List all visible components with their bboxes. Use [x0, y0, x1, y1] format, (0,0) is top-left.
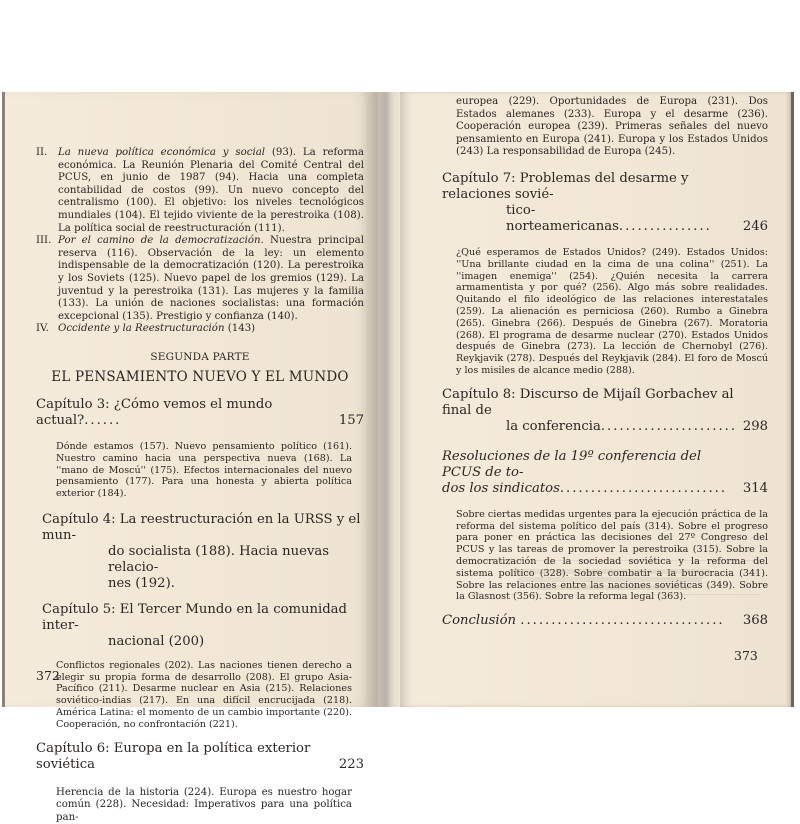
page-number-left: 372 [36, 668, 60, 683]
roman-numeral: II. [36, 147, 48, 158]
chapter-5-summary: Conflictos regionales (202). Las naciones tienen derecho a elegir su propia forma de desarrollo (208). El grupo Asia-Pacífico (211). Desarme nuclear en Asia (215). Relaciones soviético-indias (217). En una difícil encrucijada (218). América Latina: el momento de un cambio importante (220). Cooperación, no confrontación (221). [56, 659, 352, 730]
chapter-3-summary: Dónde estamos (157). Nuevo pensamiento político (161). Nuestro camino hacia una perspectiva nueva (168). La ''mano de Moscú'' (175). Efectos internacionales del nuevo pensamiento (177). Para una honesta y abierta política exterior (184). [56, 440, 352, 500]
ghost-rule [468, 560, 760, 561]
chapter-6-summary-continued: europea (229). Oportunidades de Europa (231). Dos Estados alemanes (233). Europa y el desarme (236). Cooperación europea (239). Primeras señales del nuevo pensamiento en Europa (241). Europa y los Estados Unidos (243) La responsabilidad de Europa (245). [456, 96, 768, 158]
resolutions-heading [442, 449, 768, 497]
chapter-page-number: 157 [338, 412, 364, 428]
resolutions-page-number: 314 [742, 480, 768, 496]
section-text: (93). La reforma económica. La Reunión Plenaria del Comité Central del PCUS, en junio de 1987 (94). Hacia una completa contabilidad de costos (99). Un nuevo concepto del centralismo (100). El objetivo: los niveles tecnológicos mundiales (104). El tejido viviente de la perestroika (108). La política social de reestructuración (111). [58, 147, 364, 234]
section-title: Por el camino de la democratización. [58, 235, 264, 247]
section-title: Occidente y la Reestructuración [58, 323, 225, 335]
resolutions-title-line-1: Resoluciones de la 19º conferencia del PCUS de to- [442, 448, 702, 480]
chapter-title: Capítulo 3: ¿Cómo vemos el mundo actual? [36, 396, 273, 428]
toc-roman-item-ii [36, 147, 364, 235]
chapter-title-line-1: Capítulo 5: El Tercer Mundo en la comunidad inter- [42, 601, 347, 633]
right-page [400, 92, 794, 707]
part-title: EL PENSAMIENTO NUEVO Y EL MUNDO [51, 368, 349, 385]
ghost-line [510, 569, 710, 574]
chapter-title-line-2: tico-norteamericanas............... [506, 202, 712, 234]
chapter-7-heading [442, 171, 768, 235]
ghost-rule [468, 594, 760, 595]
open-book [2, 92, 798, 823]
chapter-title: Capítulo 6: Europa en la política exterior soviética [36, 740, 311, 772]
chapter-title-line-3: nes (192). [108, 575, 175, 591]
book-gutter [378, 92, 400, 707]
part-label: SEGUNDA PARTE [150, 350, 250, 363]
resolutions-title-line-2: dos los sindicatos........................... [442, 480, 728, 496]
leader-dots: ...... [84, 412, 122, 428]
chapter-title-line-1: Capítulo 7: Problemas del desarme y relaciones sovié- [442, 170, 689, 202]
right-page-edge [791, 92, 794, 707]
chapter-8-heading [442, 387, 768, 435]
right-page-content [442, 96, 768, 629]
section-text: (143) [224, 323, 256, 335]
left-page [2, 92, 378, 823]
conclusion-title: Conclusión [442, 613, 517, 629]
leader-dots: ........................... [559, 480, 728, 496]
chapter-title-line-2: la conferencia...................... [506, 418, 738, 434]
section-title: La nueva política económica y social [58, 147, 266, 158]
ghost-line [530, 585, 690, 590]
chapter-4-heading [42, 512, 364, 592]
chapter-6-summary: Herencia de la historia (224). Europa es nuestro hogar común (228). Necesidad: Imperativos para una política pan- [56, 786, 352, 823]
resolutions-summary: Sobre ciertas medidas urgentes para la ejecución práctica de la reforma del sistema político del país (314). Sobre el progreso para poner en práctica las decisiones del 27º Congreso del PCUS y las tareas de promover la perestroika (315). Sobre la democratización de la sociedad soviética y la reforma del sistema político (328). Sobre combatir a la burocracia (341). Sobre las relaciones entre las naciones soviéticas (349). Sobre la Glasnost (356). Sobre la reforma legal (363). [456, 508, 768, 603]
chapter-title-line-2: nacional (200) [108, 633, 205, 649]
roman-numeral: III. [36, 235, 52, 247]
chapter-title-line-2: do socialista (188). Hacia nuevas relacio- [108, 543, 330, 575]
leader-dots: ............... [618, 218, 712, 234]
leader-dots: ...................... [600, 418, 738, 434]
chapter-6-heading [36, 741, 364, 773]
roman-numeral: IV. [36, 323, 49, 335]
left-page-content [36, 147, 364, 824]
toc-roman-item-iii [36, 235, 364, 323]
toc-roman-item-iv [36, 323, 364, 336]
chapter-7-summary: ¿Qué esperamos de Estados Unidos? (249). Estados Unidos: ''Una brillante ciudad en la cima de una colina'' (251). La ''imagen enemiga'' (254). ¿Quién necesita la carrera armamentista y por qué? (256). Algo más sobre realidades. Quitando el filo ideológico de las relaciones interestatales (259). La alienación es perniciosa (260). Rumbo a Ginebra (265). Ginebra (266). Después de Ginebra (267). Moratoria (268). El programa de desarme nuclear (270). Estados Unidos después de Ginebra (273). La lección de Chernobyl (276). Reykjavik (278). Después del Reykjavik (284). El foro de Moscú y los misiles de alcance medio (288). [456, 246, 768, 376]
conclusion-page-number: 368 [742, 613, 768, 629]
ghost-line [518, 577, 702, 582]
chapter-page-number: 223 [338, 756, 364, 772]
chapter-page-number: 246 [742, 218, 768, 234]
left-page-edge [2, 92, 5, 707]
page-number-right: 373 [734, 648, 758, 663]
leader-dots: ................................. [520, 613, 725, 629]
chapter-title-line-1: Capítulo 8: Discurso de Mijaíl Gorbachev al final de [442, 386, 734, 418]
conclusion-heading [442, 613, 768, 629]
chapter-title-line-1: Capítulo 4: La reestructuración en la URSS y el mun- [42, 511, 361, 543]
chapter-3-heading [36, 397, 364, 429]
chapter-5-heading [42, 602, 364, 650]
section-text: Nuestra principal reserva (116). Observación de la ley: un elemento indispensable de la democratización (120). La perestroika y los Soviets (125). Nuevo papel de los gremios (129). La juventud y la perestroika (131). Las mujeres y la familia (133). La unión de naciones socialistas: una formación excepcional (135). Prestigio y confianza (140). [58, 235, 364, 322]
chapter-page-number: 298 [742, 418, 768, 434]
